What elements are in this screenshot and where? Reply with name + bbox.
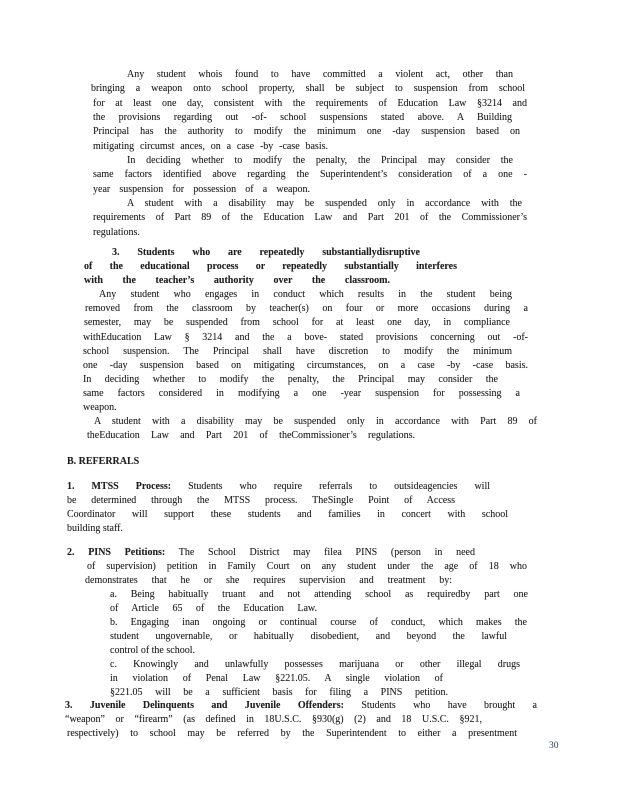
heading-disruptive-students-line: 3. Students who are repeatedly substantiallydisruptive [112,247,420,258]
para-classroom-removal-line: In deciding whether to modify the penalty, the Principal may consider the [83,374,498,385]
item-pins-petitions-line: b. Engaging inan ongoing or continual course of conduct, which makes the [110,617,527,628]
item-pins-petitions-line: §221.05 will be a sufficient basis for filing a PINS petition. [110,687,448,698]
heading-disruptive-students-line: of the educational process or repeatedly substantially interferes [84,261,457,272]
para-deciding-penalty-line: same factors identified above regarding the Superintendent’s consideration of a one - [93,169,527,180]
para-violent-act-line: Any student whois found to have committed a violent act, other than [127,69,513,80]
para-disability-part89-line: A student with a disability may be suspended only in accordance with Part 89 of [94,416,537,427]
para-violent-act-line: the provisions regarding out -of- school suspensions stated above. A Building [93,112,512,123]
para-violent-act-line: bringing a weapon onto school property, shall be subject to suspension from school [91,83,525,94]
page-number: 30 [549,741,559,751]
item-pins-petitions-line: of supervision) petition in Family Court on any student under the age of 18 who [87,561,527,572]
para-deciding-penalty-line: In deciding whether to modify the penalty, the Principal may consider the [127,155,513,166]
item-pins-petitions-line: in violation of Penal Law §221.05. A single violation of [110,673,443,684]
para-disability-suspension-line: A student with a disability may be suspended only in accordance with the [127,198,522,209]
item-pins-petitions-line: a. Being habitually truant and not attending school as requiredby part one [110,589,528,600]
para-classroom-removal-line: school suspension. The Principal shall have discretion to modify the minimum [83,346,512,357]
para-violent-act-line: mitigating circumst ances, on a case -by -case basis. [93,141,328,152]
para-classroom-removal-line: weapon. [83,402,117,413]
item-pins-petitions-line: of Article 65 of the Education Law. [110,603,317,614]
item-mtss-process-line: building staff. [67,523,123,534]
para-classroom-removal-line: one -day suspension based on mitigating circumstances, on a case -by -case basis. [83,360,528,371]
item-juvenile-offenders-line: “weapon” or “firearm” (as defined in 18U.S.C. §930(g) (2) and 18 U.S.C. §921, [65,714,482,725]
item-pins-petitions-line: 2. PINS Petitions: The School District may filea PINS (person in need [67,547,475,558]
item-pins-petitions-line: student ungovernable, or habitually disobedient, and beyond the lawful [110,631,507,642]
para-disability-suspension-line: requirements of Part 89 of the Education Law and Part 201 of the Commissioner’s [93,212,527,223]
para-disability-part89-line: theEducation Law and Part 201 of theCommissioner’s regulations. [87,430,415,441]
para-classroom-removal-line: Any student who engages in conduct which results in the student being [99,289,512,300]
item-juvenile-offenders-line: 3. Juvenile Delinquents and Juvenile Offenders: Students who have brought a [65,700,538,711]
para-classroom-removal-line: same factors considered in modifying a one -year suspension for possessing a [83,388,520,399]
heading-disruptive-students-line: with the teacher’s authority over the classroom. [84,275,390,286]
item-mtss-process-line: Coordinator will support these students and families in concert with school [67,509,508,520]
para-deciding-penalty-line: year suspension for possession of a weapon. [93,184,310,195]
para-violent-act-line: Principal has the authority to modify the minimum one -day suspension based on [93,126,520,137]
para-violent-act-line: for at least one day, consistent with the requirements of Education Law §3214 and [93,98,527,109]
item-pins-petitions-line: control of the school. [110,645,195,656]
item-pins-petitions-line: c. Knowingly and unlawfully possesses marijuana or other illegal drugs [110,659,520,670]
para-classroom-removal-line: semester, may be suspended from school for at least one day, in compliance [84,317,510,328]
item-mtss-process-line: be determined through the MTSS process. TheSingle Point of Access [67,495,455,506]
item-juvenile-offenders-line: respectively) to school may be referred by the Superintendent to either a presentment [67,728,517,739]
para-classroom-removal-line: removed from the classroom by teacher(s) on four or more occasions during a [85,303,528,314]
item-mtss-process-line: 1. MTSS Process: Students who require referrals to outsideagencies will [67,481,491,492]
item-pins-petitions-line: demonstrates that he or she requires supervision and treatment by: [85,575,452,586]
heading-referrals-line: B. REFERRALS [67,456,140,467]
para-classroom-removal-line: withEducation Law § 3214 and the a bove- stated provisions concerning out -of- [83,332,528,343]
para-disability-suspension-line: regulations. [93,227,140,238]
